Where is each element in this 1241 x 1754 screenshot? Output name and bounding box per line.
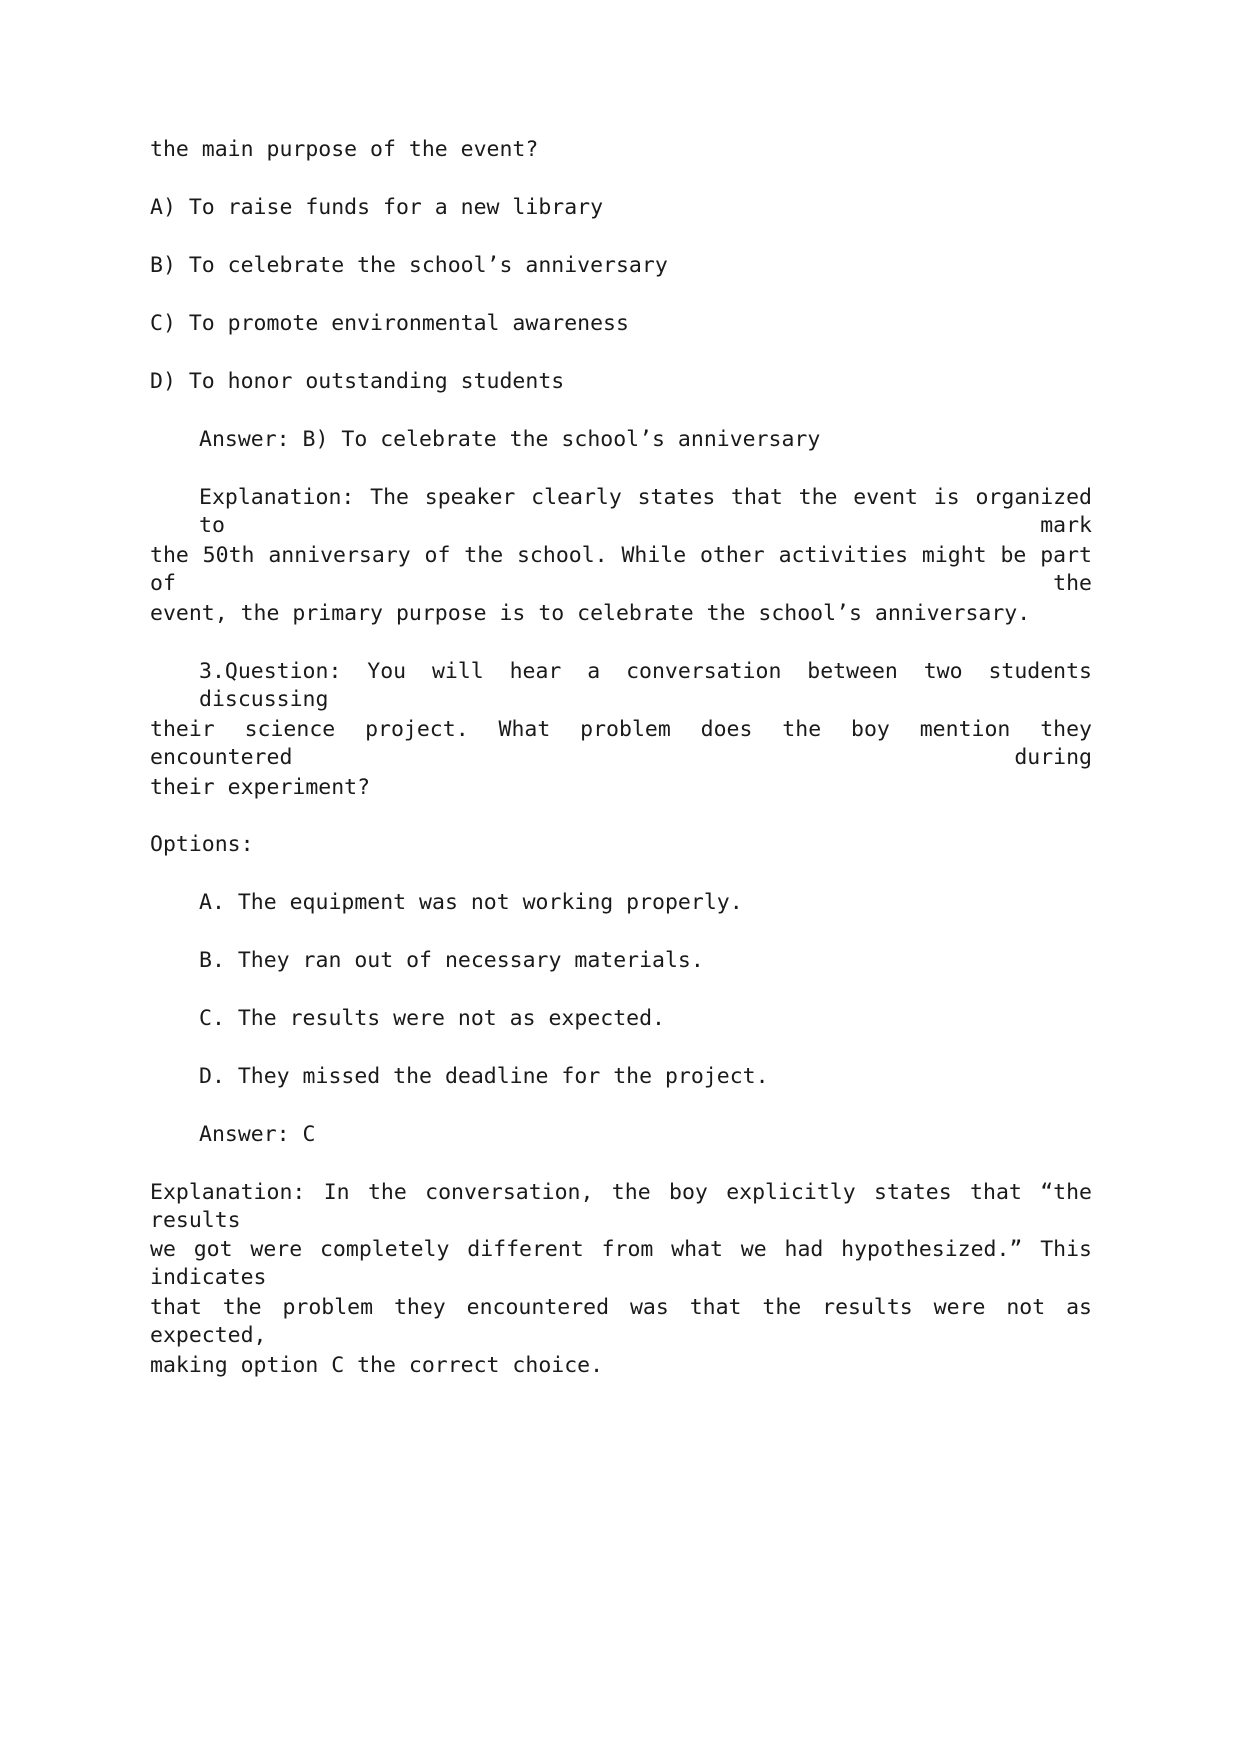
option-d: D) To honor outstanding students xyxy=(150,369,565,394)
option-a: A) To raise funds for a new library xyxy=(150,195,604,220)
question-3-line: 3.Question: You will hear a conversation between two students discussing xyxy=(199,659,1092,712)
option-b: B. They ran out of necessary materials. xyxy=(199,948,704,973)
option-b: B) To celebrate the school’s anniversary xyxy=(150,253,668,278)
answer-line: Answer: C xyxy=(199,1122,316,1147)
explanation-line: we got were completely different from what we had hypothesized.” This indicates xyxy=(150,1237,1092,1290)
option-c: C) To promote environmental awareness xyxy=(150,311,629,336)
question-3-line: their science project. What problem does the boy mention they encountered during xyxy=(150,717,1092,770)
question-3-line: their experiment? xyxy=(150,775,371,800)
question-stem-continuation: the main purpose of the event? xyxy=(150,137,539,162)
explanation-line: Explanation: The speaker clearly states that the event is organized to mark xyxy=(199,485,1092,538)
explanation-line: the 50th anniversary of the school. While other activities might be part of the xyxy=(150,543,1092,596)
option-c: C. The results were not as expected. xyxy=(199,1006,665,1031)
explanation-line: Explanation: In the conversation, the boy explicitly states that “the results xyxy=(150,1180,1092,1233)
explanation-line: making option C the correct choice. xyxy=(150,1353,604,1378)
explanation-line: event, the primary purpose is to celebrate the school’s anniversary. xyxy=(150,601,1031,626)
answer-line: Answer: B) To celebrate the school’s anniversary xyxy=(199,427,821,452)
option-a: A. The equipment was not working properly. xyxy=(199,890,743,915)
explanation-line: that the problem they encountered was that the results were not as expected, xyxy=(150,1295,1092,1348)
option-d: D. They missed the deadline for the project. xyxy=(199,1064,769,1089)
options-heading: Options: xyxy=(150,832,254,857)
